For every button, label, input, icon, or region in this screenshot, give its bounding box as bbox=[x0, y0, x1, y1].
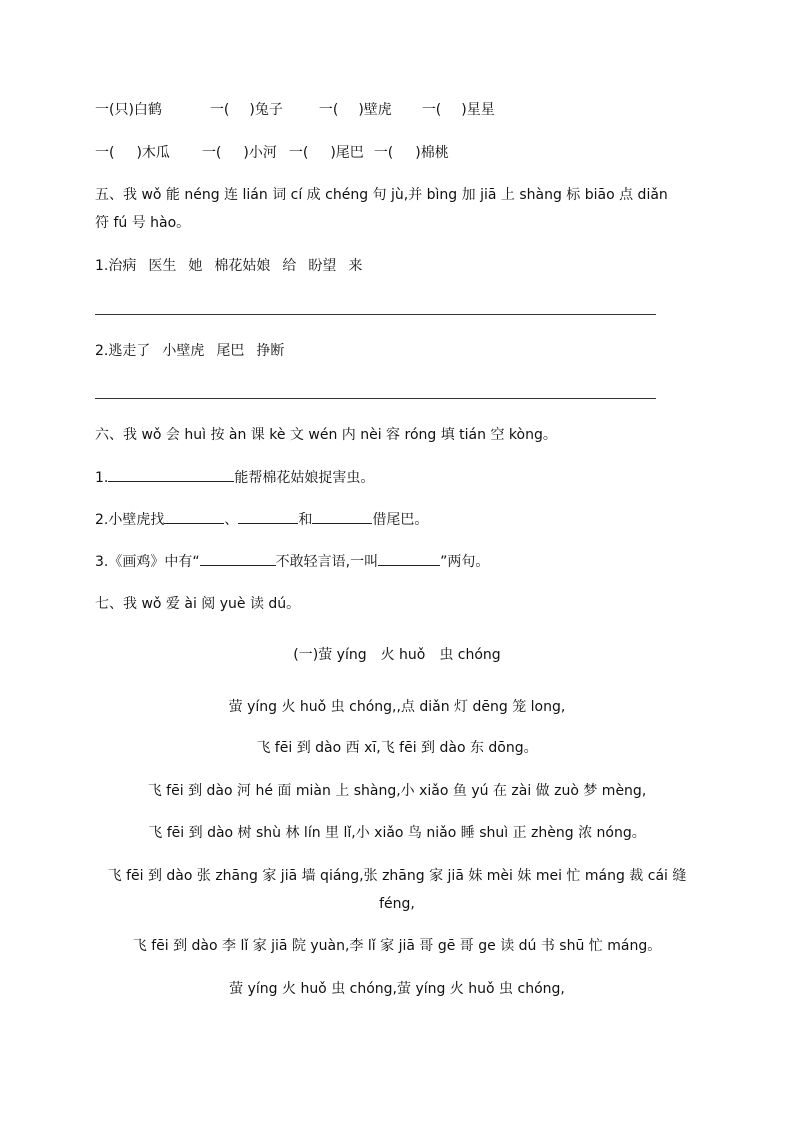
word: 盼望 bbox=[308, 258, 337, 274]
measure-item-papaya: )木瓜 bbox=[136, 145, 170, 161]
measure-item-rabbit: )兔子 bbox=[249, 102, 283, 118]
measure-item-river-open: 一( bbox=[201, 145, 222, 161]
word: 来 bbox=[348, 258, 363, 274]
measure-item-star: )星星 bbox=[461, 102, 495, 118]
passage-title: (一)萤 yíng 火 huǒ 虫 chóng bbox=[293, 647, 501, 663]
question-number: 1. bbox=[95, 470, 109, 486]
question-text: 小壁虎找 bbox=[108, 512, 165, 528]
question-number: 1. bbox=[95, 258, 109, 274]
passage-line: 飞 fēi 到 dào 河 hé 面 miàn 上 shàng,小 xiǎo 鱼 yú 在 zài 做 zuò 梦 mèng, bbox=[147, 783, 647, 799]
section-6-question-3 bbox=[95, 551, 489, 572]
section-5-heading: 五、我 wǒ 能 néng 连 lián 词 cí 成 chéng 句 jù,并 bìng 加 jiā 上 shàng 标 biāo 点 diǎn bbox=[95, 187, 668, 203]
measure-item-river: )小河 bbox=[243, 145, 277, 161]
answer-line-1[interactable] bbox=[95, 314, 656, 315]
word: 治病 bbox=[108, 258, 137, 274]
measure-item-star-open: 一( bbox=[421, 102, 442, 118]
measure-item-tail-open: 一( bbox=[288, 145, 309, 161]
section-5-heading-cont: 符 fú 号 hào。 bbox=[95, 215, 191, 231]
measure-item-rabbit-open: 一( bbox=[209, 102, 230, 118]
question-text: 能帮棉花姑娘捉害虫。 bbox=[234, 470, 375, 486]
measure-word-row-2 bbox=[95, 143, 449, 163]
passage-line: 萤 yíng 火 huǒ 虫 chóng,,点 diǎn 灯 dēng 笼 long, bbox=[228, 699, 566, 715]
measure-item-tail: )尾巴 bbox=[330, 145, 364, 161]
word: 她 bbox=[188, 258, 203, 274]
section-5-question-1 bbox=[95, 256, 362, 276]
passage-line: féng, bbox=[379, 896, 415, 912]
question-number: 2. bbox=[95, 512, 109, 528]
passage-line: 飞 fēi 到 dào 张 zhāng 家 jiā 墙 qiáng,张 zhāng 家 jiā 妹 mèi 妹 mei 忙 máng 裁 cái 缝 bbox=[107, 868, 687, 884]
passage-line: 飞 fēi 到 dào 树 shù 林 lín 里 lǐ,小 xiǎo 鸟 niǎo 睡 shuì 正 zhèng 浓 nóng。 bbox=[148, 825, 646, 841]
measure-item-cotton: )棉桃 bbox=[415, 145, 449, 161]
measure-item-gecko-open: 一( bbox=[318, 102, 339, 118]
word: 尾巴 bbox=[216, 343, 245, 359]
question-number: 2. bbox=[95, 343, 109, 359]
measure-item-papaya-open: 一( bbox=[95, 145, 115, 161]
section-6-question-2 bbox=[95, 509, 428, 530]
answer-line-2[interactable] bbox=[95, 398, 656, 399]
fill-blank[interactable] bbox=[108, 467, 234, 482]
word: 小壁虎 bbox=[162, 343, 205, 359]
fill-blank[interactable] bbox=[378, 551, 440, 566]
section-5-question-2 bbox=[95, 341, 284, 361]
question-text: ”两句。 bbox=[440, 554, 490, 570]
question-text: 不敢轻言语,一叫 bbox=[275, 554, 379, 570]
separator: 、 bbox=[224, 512, 239, 528]
passage-line: 飞 fēi 到 dào 西 xī,飞 fēi 到 dào 东 dōng。 bbox=[256, 740, 538, 756]
measure-item-gecko: )壁虎 bbox=[358, 102, 392, 118]
question-text: 《画鸡》中有“ bbox=[108, 554, 200, 570]
section-6-question-1 bbox=[95, 467, 374, 488]
measure-item-cotton-open: 一( bbox=[373, 145, 394, 161]
separator: 和 bbox=[298, 512, 313, 528]
measure-item-crane: 一(只)白鹤 bbox=[95, 102, 162, 118]
passage-line: 飞 fēi 到 dào 李 lǐ 家 jiā 院 yuàn,李 lǐ 家 jiā 哥 gē 哥 ge 读 dú 书 shū 忙 máng。 bbox=[132, 938, 662, 954]
passage-line: 萤 yíng 火 huǒ 虫 chóng,萤 yíng 火 huǒ 虫 chóng, bbox=[229, 981, 565, 997]
fill-blank[interactable] bbox=[312, 509, 372, 524]
fill-blank[interactable] bbox=[238, 509, 298, 524]
fill-blank[interactable] bbox=[200, 551, 276, 566]
section-7-heading: 七、我 wǒ 爱 ài 阅 yuè 读 dú。 bbox=[95, 596, 301, 612]
question-text: 借尾巴。 bbox=[372, 512, 429, 528]
question-number: 3. bbox=[95, 554, 109, 570]
word: 逃走了 bbox=[108, 343, 151, 359]
word: 给 bbox=[282, 258, 297, 274]
fill-blank[interactable] bbox=[164, 509, 224, 524]
word: 医生 bbox=[148, 258, 177, 274]
section-6-heading: 六、我 wǒ 会 huì 按 àn 课 kè 文 wén 内 nèi 容 róng 填 tián 空 kòng。 bbox=[95, 427, 557, 443]
word: 棉花姑娘 bbox=[214, 258, 271, 274]
measure-word-row-1 bbox=[95, 100, 495, 120]
word: 挣断 bbox=[256, 343, 285, 359]
